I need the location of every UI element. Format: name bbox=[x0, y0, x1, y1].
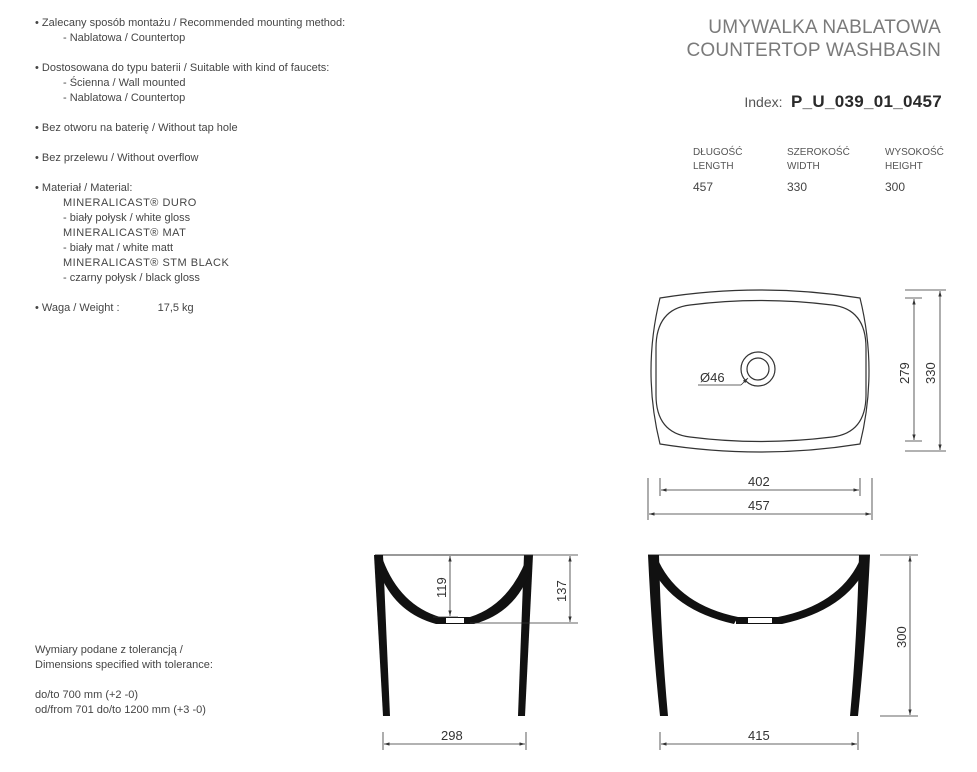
drain-outer bbox=[741, 352, 775, 386]
material-mat: MINERALICAST® MAT bbox=[63, 227, 187, 239]
material-stm-black: MINERALICAST® STM BLACK bbox=[63, 257, 230, 269]
overflow-spec: • Bez przelewu / Without overflow bbox=[35, 152, 199, 164]
height-value: 300 bbox=[885, 180, 906, 194]
overflow-text: Bez przelewu / Without overflow bbox=[41, 152, 199, 164]
index-value: P_U_039_01_0457 bbox=[790, 92, 942, 111]
side-width-label: 298 bbox=[441, 728, 463, 743]
top-outer-width-label: 457 bbox=[748, 498, 770, 513]
top-view-drawing bbox=[648, 290, 946, 520]
tolerance-line-4: od/from 701 do/to 1200 mm (+3 -0) bbox=[35, 704, 206, 716]
title-english: COUNTERTOP WASHBASIN bbox=[686, 40, 941, 61]
faucets-item-wall: - Ścienna / Wall mounted bbox=[63, 77, 186, 89]
side-view-drawing bbox=[374, 555, 578, 750]
tolerance-line-2: Dimensions specified with tolerance: bbox=[35, 659, 213, 671]
material-stm-black-finish: - czarny połysk / black gloss bbox=[63, 272, 200, 284]
width-label-pl: SZEROKOŚĆ bbox=[787, 147, 850, 158]
top-outer-height-label: 330 bbox=[923, 362, 938, 384]
material-duro-finish: - biały połysk / white gloss bbox=[63, 212, 191, 224]
title-polish: UMYWALKA NABLATOWA bbox=[708, 17, 941, 38]
front-width-label: 415 bbox=[748, 728, 770, 743]
mounting-heading: • Zalecany sposób montażu / Recommended mounting method: bbox=[35, 17, 346, 29]
side-inner-depth-label: 119 bbox=[434, 577, 449, 598]
width-value: 330 bbox=[787, 180, 808, 194]
height-label-pl: WYSOKOŚĆ bbox=[885, 147, 944, 158]
faucets-item-countertop: - Nablatowa / Countertop bbox=[63, 92, 186, 104]
weight-spec: • Waga / Weight : 17,5 kg bbox=[35, 302, 194, 314]
side-bowl bbox=[377, 560, 440, 624]
faucets-heading: • Dostosowana do typu baterii / Suitable with kind of faucets: bbox=[35, 62, 330, 74]
height-label-en: HEIGHT bbox=[885, 161, 923, 172]
top-inner-width-label: 402 bbox=[748, 474, 770, 489]
material-mat-finish: - biały mat / white matt bbox=[63, 242, 174, 254]
drain-diameter-label: Ø46 bbox=[700, 370, 725, 385]
front-height-label: 300 bbox=[894, 626, 909, 648]
basin-outer-rim bbox=[651, 290, 869, 452]
length-label-en: LENGTH bbox=[693, 161, 734, 172]
weight-label: Waga / Weight : bbox=[41, 302, 120, 314]
front-view-drawing bbox=[648, 555, 918, 750]
tap-hole-spec: • Bez otworu na baterię / Without tap hole bbox=[35, 122, 238, 134]
material-heading: • Materiał / Material: bbox=[35, 182, 133, 194]
drain-inner bbox=[747, 358, 769, 380]
top-inner-height-label: 279 bbox=[897, 362, 912, 384]
length-value: 457 bbox=[693, 180, 714, 194]
width-label-en: WIDTH bbox=[787, 161, 820, 172]
tap-hole-text: Bez otworu na baterię / Without tap hole bbox=[41, 122, 238, 134]
front-bowl bbox=[651, 562, 738, 624]
tolerance-line-3: do/to 700 mm (+2 -0) bbox=[35, 689, 139, 701]
length-label-pl: DŁUGOŚĆ bbox=[693, 147, 743, 158]
basin-inner-bowl bbox=[656, 301, 866, 442]
weight-value: 17,5 kg bbox=[157, 302, 194, 314]
index-label: Index: bbox=[744, 94, 783, 110]
material-duro: MINERALICAST® DURO bbox=[63, 197, 197, 209]
side-outer-depth-label: 137 bbox=[554, 580, 569, 602]
tolerance-line-1: Wymiary podane z tolerancją / bbox=[35, 644, 183, 656]
mounting-item: - Nablatowa / Countertop bbox=[63, 32, 186, 44]
